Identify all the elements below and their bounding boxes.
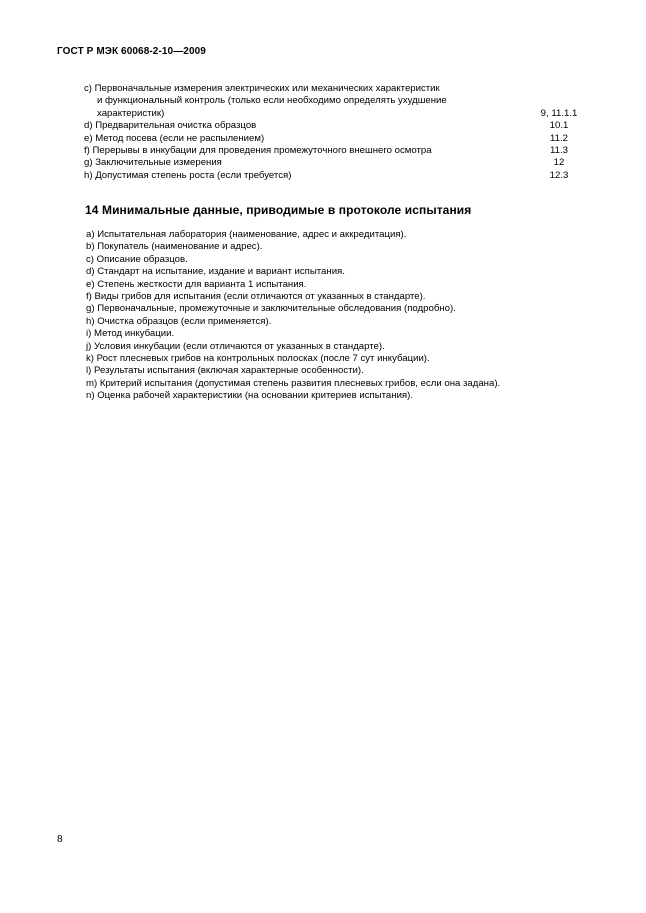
report-item-c: c) Описание образцов. (86, 253, 188, 265)
report-item-n: n) Оценка рабочей характеристики (на основании критериев испытания). (86, 390, 413, 402)
list-item-ref: 11.3 (550, 145, 568, 157)
report-item-k: k) Рост плесневых грибов на контрольных полосках (после 7 сут инкубации). (86, 353, 430, 365)
list-item-c-ref: 9, 11.1.1 (540, 107, 578, 119)
list-item (84, 120, 589, 132)
list-item-c-line1: c) Первоначальные измерения электрических или механических характеристик (84, 83, 440, 94)
list-item (84, 157, 589, 169)
list-item-text: d) Предварительная очистка образцов (84, 120, 257, 132)
list-item-c-line2: и функциональный контроль (только если необходимо определять ухудшение (97, 95, 447, 107)
list-item-text: e) Метод посева (если не распылением) (84, 132, 265, 144)
list-item-c (84, 83, 589, 95)
document-header: ГОСТ Р МЭК 60068-2-10—2009 (57, 46, 206, 57)
report-item-j: j) Условия инкубации (если отличаются от указанных в стандарте). (86, 340, 385, 352)
list-item (84, 133, 589, 145)
list-item (84, 170, 589, 182)
report-item-l: l) Результаты испытания (включая характерные особенности). (86, 365, 364, 377)
report-item-g: g) Первоначальные, промежуточные и заключительные обследования (подробно). (86, 303, 456, 315)
report-item-m: m) Критерий испытания (допустимая степень развития плесневых грибов, если она задана). (86, 377, 501, 389)
report-item-i: i) Метод инкубации. (86, 328, 175, 340)
report-item-h: h) Очистка образцов (если применяется). (86, 315, 272, 327)
list-item-text: h) Допустимая степень роста (если требуется) (84, 169, 292, 181)
list-item-ref: 12.3 (549, 169, 569, 181)
report-item-a: a) Испытательная лаборатория (наименование, адрес и аккредитация). (86, 229, 407, 240)
list-item-ref: 12 (553, 157, 565, 169)
page-number: 8 (57, 834, 63, 845)
list-item-c-cont (84, 108, 589, 120)
report-items-list (86, 229, 500, 403)
report-item-b: b) Покупатель (наименование и адрес). (86, 241, 263, 253)
list-item-text: g) Заключительные измерения (84, 157, 222, 169)
requirements-list (84, 83, 589, 182)
section-heading: 14 Минимальные данные, приводимые в протоколе испытания (85, 203, 472, 217)
list-item-c-line3: характеристик) (97, 107, 165, 119)
list-item-ref: 10.1 (549, 120, 569, 132)
list-item-text: f) Перерывы в инкубации для проведения промежуточного внешнего осмотра (84, 145, 432, 157)
list-item-c-cont (84, 95, 589, 107)
list-item (84, 145, 589, 157)
list-item-ref: 11.2 (550, 132, 568, 144)
report-item-e: e) Степень жесткости для варианта 1 испытания. (86, 278, 307, 290)
report-item-d: d) Стандарт на испытание, издание и вариант испытания. (86, 266, 345, 278)
report-item-f: f) Виды грибов для испытания (если отличаются от указанных в стандарте). (86, 291, 426, 303)
